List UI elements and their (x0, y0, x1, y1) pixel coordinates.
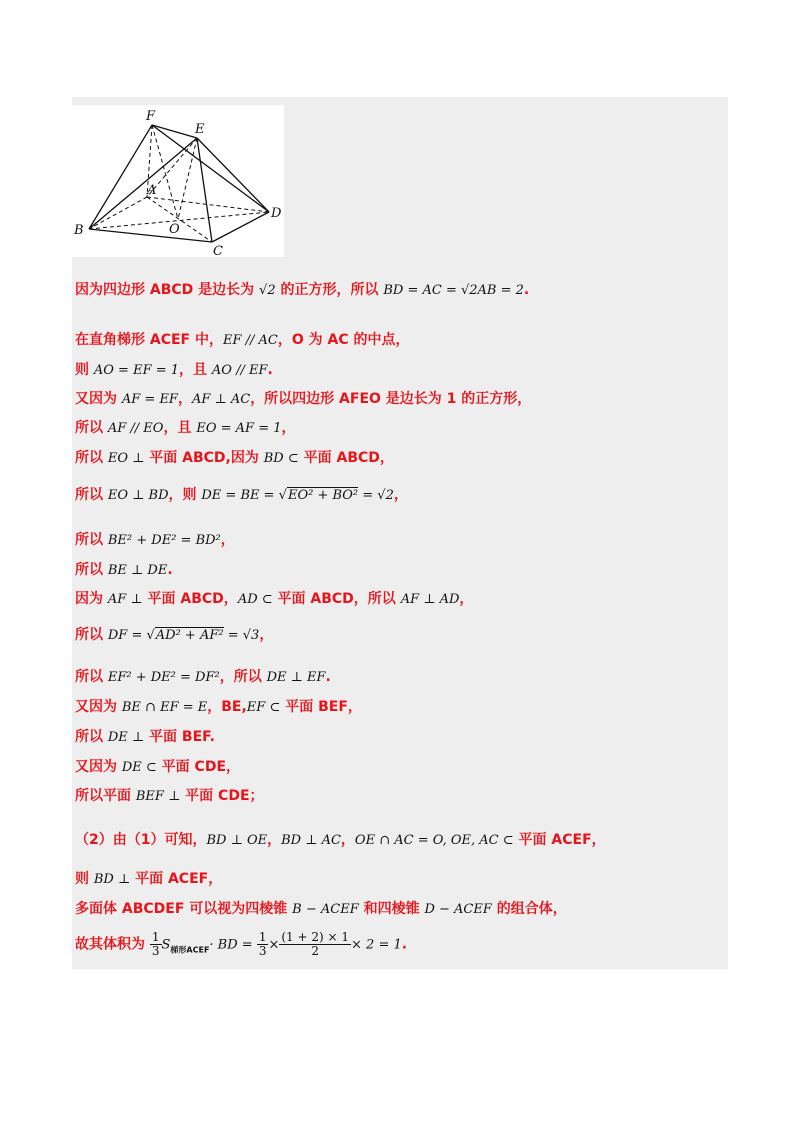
text-run: 平面 BEF， (280, 699, 362, 715)
math-expr: BD ⊂ (263, 451, 299, 466)
math-expr: B − ACEF (292, 902, 359, 917)
text-run: ，O 为 AC 的中点， (277, 332, 410, 348)
solution-line (75, 559, 173, 579)
text-run: 因为 (75, 591, 108, 607)
math-expr: EF² + DE² = DF² (107, 670, 220, 685)
text-run: 所以 (75, 532, 108, 548)
text-run: 在直角梯形 ACEF 中， (75, 332, 223, 348)
text-run: 平面 BEF. (144, 729, 215, 745)
vertex-label-c: C (213, 244, 223, 257)
solution-line (75, 726, 215, 746)
vertex-label-a: A (147, 183, 157, 198)
text-run: 平面 ACEF， (513, 832, 606, 848)
text-run: 的正方形，所以 (275, 282, 384, 298)
math-expr: OE ∩ AC = O, OE, AC ⊂ (354, 833, 514, 848)
math-expr: AF // EO (107, 421, 164, 436)
text-run: ，BE, (207, 699, 247, 715)
text-run: 平面 ABCD,因为 (144, 450, 264, 466)
text-run: 所以 (75, 487, 108, 503)
math-expr: DE ⊥ (107, 730, 145, 745)
math-expr: EO ⊥ (107, 451, 145, 466)
text-run: . (325, 669, 331, 685)
solution-line (75, 696, 362, 716)
solution-line (75, 359, 273, 379)
math-expr: = √2 (358, 488, 394, 503)
fraction: $\frac{1}{3}$ (258, 930, 267, 958)
text-run: （2）由（1）可知， (75, 832, 207, 848)
math-expr: AO = EF = 1 (93, 363, 180, 378)
text-run: ， (267, 832, 282, 848)
solution-line (75, 417, 296, 437)
text-run: ，则 (168, 487, 202, 503)
math-expr: AD ⊂ (237, 592, 273, 607)
math-expr: × 2 = 1 (351, 937, 402, 953)
text-run: 所以平面 (75, 788, 136, 804)
math-radicand: EO² + BO² (287, 488, 359, 503)
solution-line: 所以 EO ⊥ BD，则 DE = BE = √EO² + BO² = √2， (75, 487, 408, 503)
math-radicand: AD² + AF² (155, 628, 224, 643)
vertex-label-b: B (74, 223, 84, 238)
text-run: 所以 (75, 627, 108, 643)
math-expr: DE ⊂ (121, 760, 157, 775)
math-expr: × (268, 937, 280, 953)
math-expr: EO = AF = 1 (196, 421, 282, 436)
math-expr: EO ⊥ BD (107, 488, 169, 503)
math-expr: √2 (259, 283, 276, 298)
vertex-label-f: F (146, 109, 156, 124)
solution-panel (72, 97, 728, 969)
text-run: ， (281, 420, 296, 436)
text-run: ， (177, 391, 192, 407)
solution-line (75, 829, 606, 849)
text-run: 所以 (75, 562, 108, 578)
text-run: ， (340, 832, 355, 848)
text-run: 平面 CDE， (156, 759, 241, 775)
text-run: 则 (75, 362, 94, 378)
math-expr: BE² + DE² = BD² (107, 533, 221, 548)
text-run: 又因为 (75, 759, 122, 775)
text-run: 所以 (75, 420, 108, 436)
math-expr: BE ∩ EF = E (121, 700, 208, 715)
solution-line (75, 329, 410, 349)
math-expr: DE = BE = (201, 488, 279, 503)
solution-line: 所以 DF = √AD² + AF² = √3， (75, 627, 274, 643)
text-run: . (523, 282, 530, 298)
text-run: 多面体 ABCDEF 可以视为四棱锥 (75, 901, 293, 917)
vertex-label-e: E (195, 122, 205, 137)
solution-line (75, 868, 222, 888)
math-expr: DE ⊥ EF (266, 670, 326, 685)
text-run: ， (459, 591, 474, 607)
solution-line (75, 931, 407, 958)
vertex-label-o: O (169, 222, 180, 237)
math-expr: BD ⊥ OE (206, 833, 268, 848)
text-run: 的组合体， (491, 901, 567, 917)
text-run: ， (220, 532, 235, 548)
text-run: 所以 (75, 669, 108, 685)
text-run: ，所以 (219, 669, 267, 685)
text-run: 所以 (75, 729, 108, 745)
math-expr: = √3 (223, 628, 260, 643)
math-expr: · BD = (209, 937, 257, 953)
solution-line (75, 388, 531, 408)
text-run: . (167, 562, 173, 578)
text-run: 因为四边形 ABCD 是边长为 (75, 282, 260, 298)
polyhedron-diagram (72, 105, 284, 257)
text-run: 和四棱锥 (358, 901, 425, 917)
text-run: 又因为 (75, 391, 122, 407)
text-run: . (401, 936, 408, 953)
text-run: 则 (75, 871, 94, 887)
math-expr: AF ⊥ AD (400, 592, 460, 607)
math-expr: BD ⊥ (93, 872, 131, 887)
text-run: ，且 (179, 362, 212, 378)
text-run: ， (259, 627, 274, 643)
math-expr: EF // AC (222, 333, 278, 348)
math-expr: BE ⊥ DE (107, 563, 168, 578)
vertex-label-d: D (271, 206, 282, 221)
math-expr: BEF ⊥ (135, 789, 181, 804)
math-expr: D − ACEF (424, 902, 492, 917)
math-expr: AO // EF (211, 363, 268, 378)
text-run: 平面 ACEF， (130, 871, 223, 887)
text-run: 平面 CDE； (180, 788, 264, 804)
text-run: 又因为 (75, 699, 122, 715)
math-expr: AF ⊥ (107, 592, 143, 607)
solution-line (75, 529, 235, 549)
fraction: $\frac{(1 + 2) \times 1}{2}$ (281, 930, 350, 958)
math-expr: S (161, 937, 171, 953)
text-run: 平面 ABCD，所以 (272, 591, 401, 607)
math-expr: AF ⊥ AC (191, 392, 251, 407)
text-run: 平面 ABCD， (142, 591, 238, 607)
text-run: . (267, 362, 273, 378)
text-run: ，所以四边形 AFEO 是边长为 1 的正方形， (250, 391, 532, 407)
text-run: 所以 (75, 450, 108, 466)
solution-line (75, 588, 473, 608)
solution-line (75, 898, 567, 918)
text-run: ，且 (163, 420, 197, 436)
polyhedron-figure (72, 105, 284, 257)
text-run: 平面 ABCD， (298, 450, 394, 466)
math-expr: DF = (107, 628, 147, 643)
math-expr: BD ⊥ AC (281, 833, 341, 848)
solution-line (75, 447, 394, 467)
math-expr: AF = EF (121, 392, 178, 407)
solution-line (75, 279, 529, 299)
solution-line (75, 756, 240, 776)
fraction: $\frac{1}{3}$ (151, 930, 160, 958)
math-expr: EF ⊂ (246, 700, 281, 715)
text-run: 故其体积为 (75, 936, 150, 953)
math-expr: BD = AC = √2AB = 2 (383, 283, 524, 298)
text-run: ， (393, 487, 408, 503)
solution-line (75, 666, 331, 686)
math-subscript: 梯形ACEF (170, 945, 210, 955)
solution-line (75, 785, 264, 805)
